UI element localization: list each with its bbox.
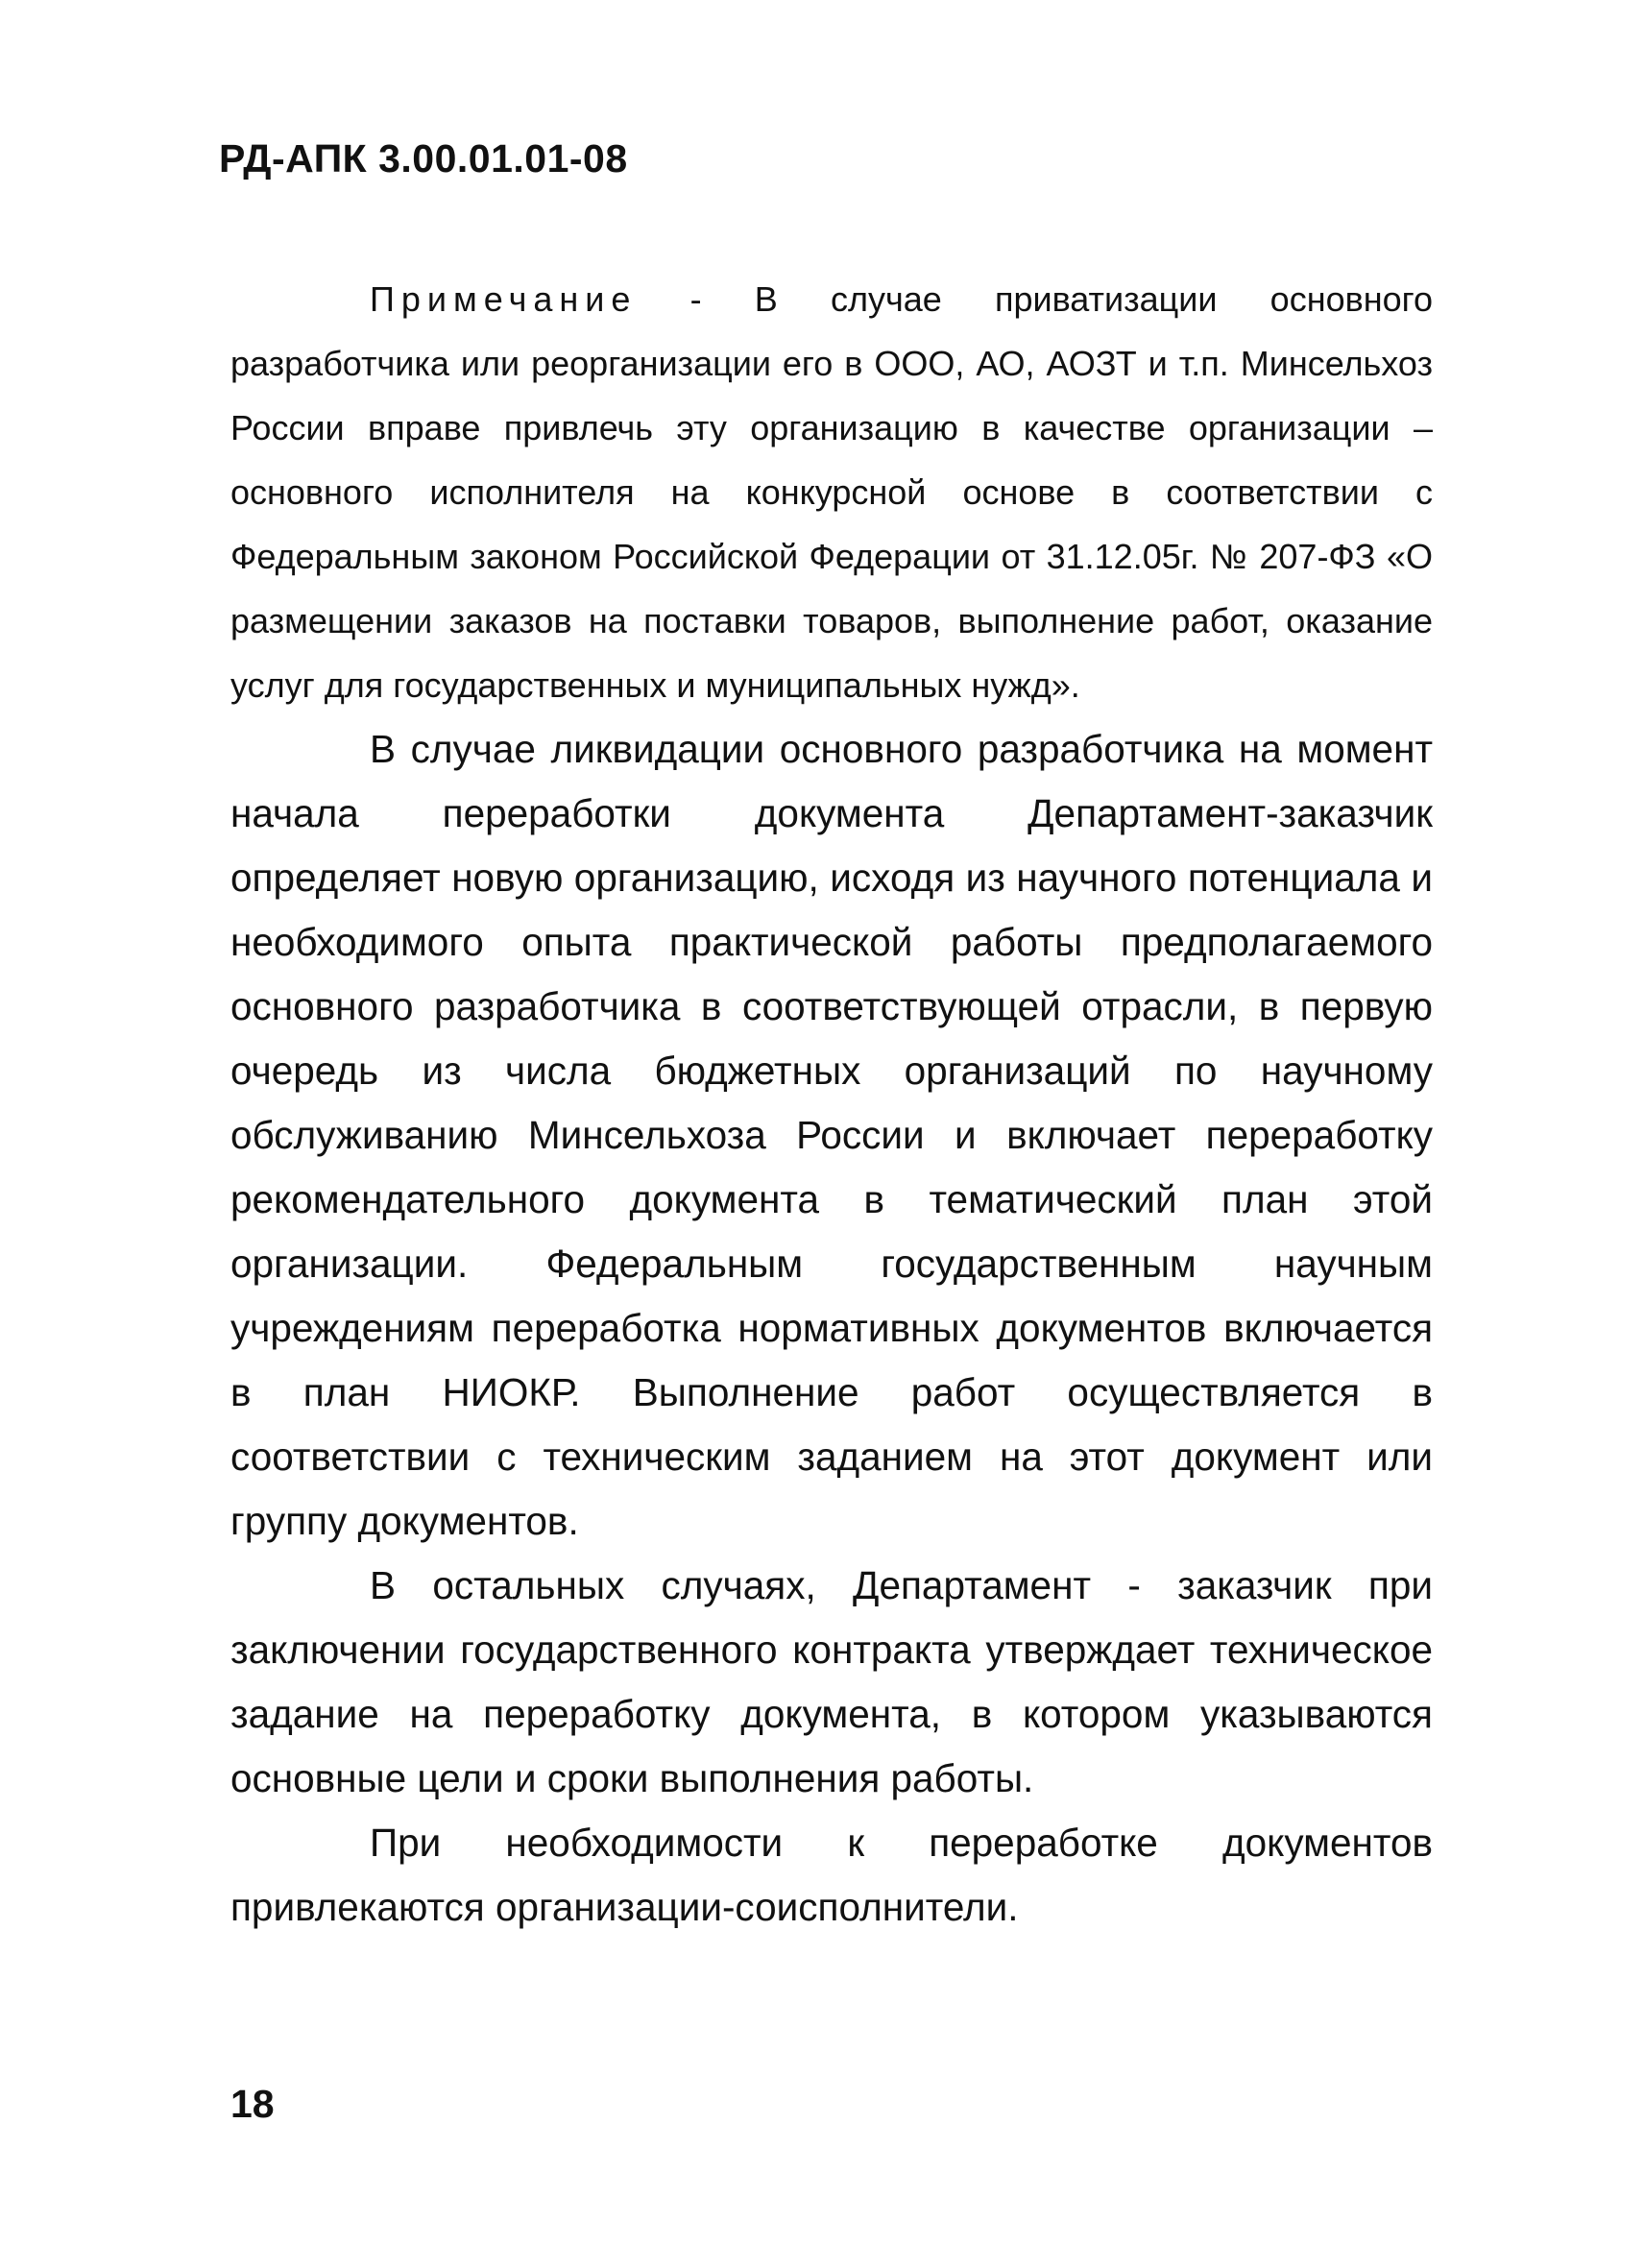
paragraph-co-executors: При необходимости к переработке документов привлекаются организации-соисполнители. bbox=[230, 1821, 1433, 1929]
page-number: 18 bbox=[230, 2082, 275, 2126]
paragraph-liquidation: В случае ликвидации основного разработчика на момент начала переработки документа Департамент-заказчик определяет новую организацию, исходя из научного потенциала и необходимого опыта практической работы предполагаемого основного разработчика в соответствующей отрасли, в первую очередь из числа бюджетных организаций по научному обслуживанию Минсельхоза России и включает переработку рекомендательного документа в тематический план этой организации. Федеральным государственным научным учреждениям переработка нормативных документов включается в план НИОКР. Выполнение работ осуществляется в соответствии с техническим заданием на этот документ или группу документов. bbox=[230, 727, 1433, 1543]
note-label: Примечание bbox=[370, 279, 638, 319]
note-text: - В случае приватизации основного разработчика или реорганизации его в ООО, АО, АОЗТ и т.п. Минсельхоз России вправе привлечь эту организацию в качестве организации – основного исполнителя на конкурсной основе в соответствии с Федеральным законом Российской Федерации от 31.12.05г. № 207-ФЗ «О размещении заказов на поставки товаров, выполнение работ, оказание услуг для государственных и муниципальных нужд». bbox=[230, 279, 1433, 705]
paragraph-other-cases: В остальных случаях, Департамент - заказчик при заключении государственного контракта утверждает техническое задание на переработку документа, в котором указываются основные цели и сроки выполнения работы. bbox=[230, 1563, 1433, 1800]
note-paragraph bbox=[230, 267, 1433, 717]
document-body bbox=[230, 267, 1433, 1940]
document-code: РД-АПК 3.00.01.01-08 bbox=[219, 136, 628, 181]
